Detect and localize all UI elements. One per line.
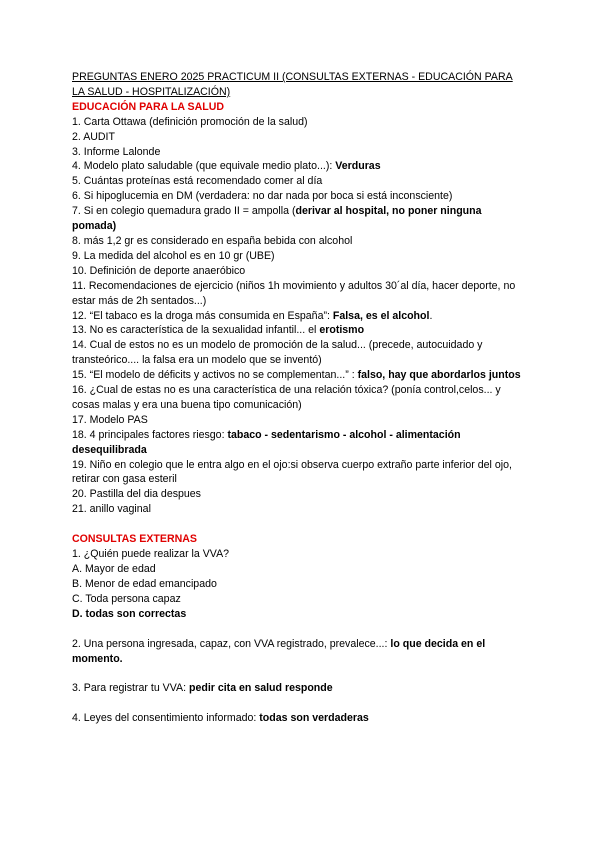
section-heading-educacion: EDUCACIÓN PARA LA SALUD [72,100,225,113]
list-item-answer: lo que decida en el momento. [72,637,486,665]
section-spacer [72,517,527,532]
list-item-text: 15. “El modelo de déficits y activos no se complementan...” : [72,369,358,382]
list-item [72,234,527,249]
list-item [72,711,527,726]
list-item [72,115,527,130]
list-item [72,607,527,622]
list-item [72,383,527,413]
list-item-answer: tabaco - sedentarismo - alcohol - alimentación desequilibrada [72,428,461,456]
list-item-text: 19. Niño en colegio que le entra algo en el ojo:si observa cuerpo extraño parte inferior del ojo, retirar con gasa esteril [72,458,512,486]
list-item [72,368,527,383]
list-item [72,309,527,324]
list-item-text: 13. No es característica de la sexualidad infantil... el [72,324,320,337]
list-item-answer: todas son verdaderas [259,712,369,725]
list-item-text: 21. anillo vaginal [72,503,151,516]
list-item-text: 5. Cuántas proteínas está recomendado comer al día [72,175,323,188]
list-item-answer: derivar al hospital, no poner ninguna pomada) [72,205,482,233]
document-title: PREGUNTAS ENERO 2025 PRACTICUM II (CONSULTAS EXTERNAS - EDUCACIÓN PARA LA SALUD - HOSPITALIZACIÓN) [72,71,513,98]
list-item-text: 4. Modelo plato saludable (que equivale medio plato...): [72,160,336,173]
list-item-text: 20. Pastilla del dia despues [72,488,201,501]
list-item-text: 10. Definición de deporte anaeróbico [72,264,246,277]
list-item-text: 6. Si hipoglucemia en DM (verdadera: no dar nada por boca si está inconsciente) [72,190,453,203]
list-item [72,189,527,204]
list-item [72,577,527,592]
list-item [72,264,527,279]
document-content [72,70,527,726]
list-item-text: 9. La medida del alcohol es en 10 gr (UBE) [72,249,275,262]
item-spacer [72,622,527,637]
list-item-text: 12. “El tabaco es la droga más consumida en España”: [72,309,333,322]
list-item [72,547,527,562]
list-item [72,145,527,160]
section-consultas-items [72,547,527,726]
list-item-text: 3. Para registrar tu VVA: [72,682,189,695]
list-item [72,130,527,145]
section-heading-consultas: CONSULTAS EXTERNAS [72,533,197,546]
list-item-text: A. Mayor de edad [72,563,156,575]
list-item [72,428,527,458]
list-item [72,637,527,667]
list-item-answer: Verduras [335,160,381,173]
list-item-text: 2. Una persona ingresada, capaz, con VVA registrado, prevalece...: [72,637,391,650]
list-item [72,159,527,174]
list-item-answer: erotismo [319,324,365,337]
list-item-text: 1. Carta Ottawa (definición promoción de la salud) [72,115,308,128]
list-item [72,502,527,517]
list-item-text: 18. 4 principales factores riesgo: [72,428,228,441]
list-item [72,323,527,338]
list-item [72,487,527,502]
list-item [72,562,527,577]
list-item-text: 3. Informe Lalonde [72,145,161,158]
list-item-text: 7. Si en colegio quemadura grado II = ampolla ( [72,205,296,218]
list-item-answer: falso, hay que abordarlos juntos [357,369,521,382]
list-item [72,681,527,696]
item-spacer [72,666,527,681]
list-item-text: 14. Cual de estos no es un modelo de promoción de la salud... (precede, autocuidado y transteórico.... la falsa era un modelo que se inventó) [72,339,483,367]
list-item [72,279,527,309]
list-item [72,338,527,368]
list-item-text: C. Toda persona capaz [72,592,181,605]
item-spacer [72,696,527,711]
list-item-answer: D. todas son correctas [72,607,187,620]
list-item [72,249,527,264]
list-item-text: 1. ¿Quién puede realizar la VVA? [72,548,230,561]
list-item [72,174,527,189]
list-item-suffix: . [429,309,433,322]
list-item [72,204,527,234]
list-item-text: 11. Recomendaciones de ejercicio (niños 1h movimiento y adultos 30´al día, hacer deporte, no estar más de 2h sentados...) [72,279,516,307]
list-item-text: 17. Modelo PAS [72,413,148,426]
list-item-text: 8. más 1,2 gr es considerado en españa bebida con alcohol [72,234,353,247]
list-item-text: 4. Leyes del consentimiento informado: [72,712,260,725]
list-item-text: 2. AUDIT [72,130,115,143]
list-item [72,592,527,607]
list-item [72,413,527,428]
list-item-text: B. Menor de edad emancipado [72,577,217,590]
list-item [72,458,527,488]
list-item-answer: pedir cita en salud responde [188,682,333,695]
list-item-answer: Falsa, es el alcohol [332,309,430,322]
list-item-text: 16. ¿Cual de estas no es una característica de una relación tóxica? (ponía control,celos... y cosas malas y era una buena tipo comunicación) [72,384,501,411]
section-educacion-items [72,115,527,517]
